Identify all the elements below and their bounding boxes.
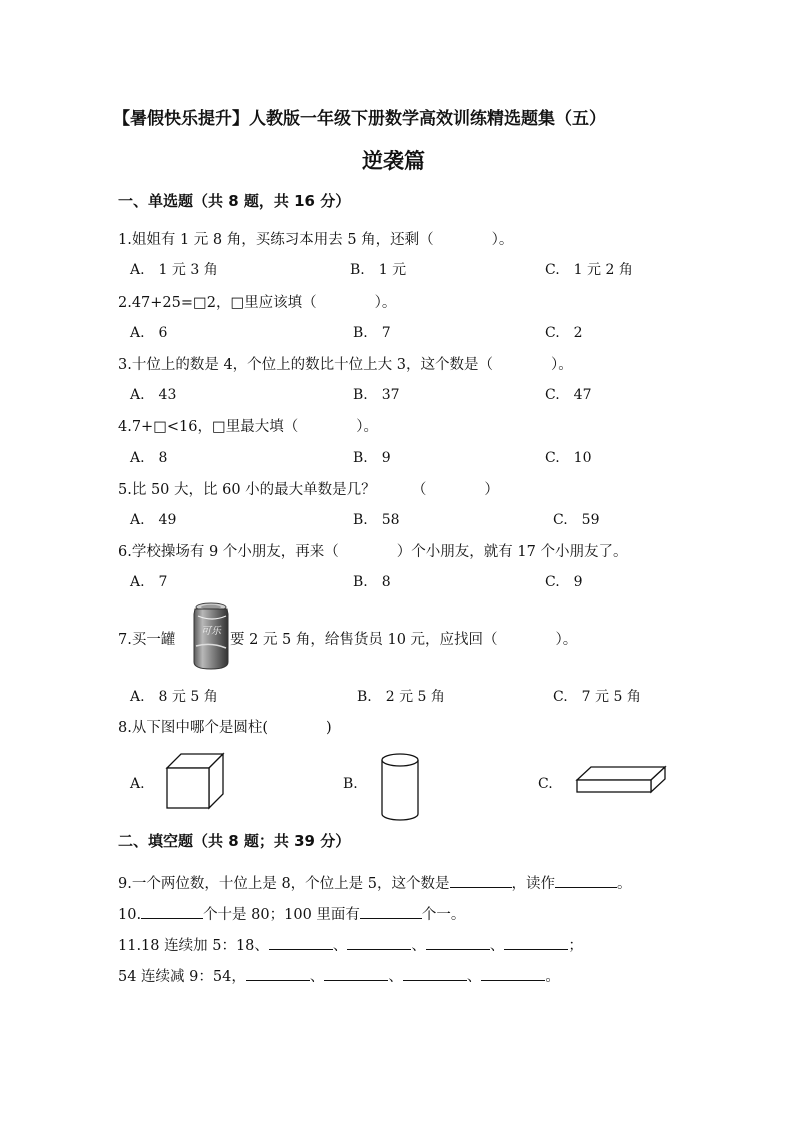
question-5-option-b: B. 58 [353,512,400,528]
question-4-option-c: C. 10 [545,450,592,466]
question-3-option-c: C. 47 [545,387,592,403]
document-title: 【暑假快乐提升】人教版一年级下册数学高效训练精选题集（五） [113,109,606,129]
question-11-line-1 [118,934,583,955]
answer-blank[interactable] [246,966,310,981]
answer-blank[interactable] [450,873,512,888]
question-1-option-b: B. 1 元 [350,262,407,278]
question-9 [118,872,632,893]
line-end: 。 [545,969,560,985]
question-10-text-3: 个一。 [421,907,466,923]
cuboid-icon [575,765,667,795]
document-subtitle: 逆袭篇 [362,149,425,173]
question-9-text-1: 9.一个两位数，十位上是 8，个位上是 5，这个数是 [118,876,450,892]
answer-blank[interactable] [269,935,333,950]
cola-can-icon [190,602,232,672]
question-3-option-b: B. 37 [353,387,400,403]
question-4-option-b: B. 9 [353,450,391,466]
answer-blank[interactable] [403,966,467,981]
question-2-option-b: B. 7 [353,325,391,341]
question-6-option-a: A. 7 [130,574,168,590]
answer-blank[interactable] [555,873,617,888]
question-7-option-c: C. 7 元 5 角 [553,689,641,705]
question-6: 6.学校操场有 9 个小朋友，再来（ ）个小朋友，就有 17 个小朋友了。 [118,544,628,560]
question-11-text-2: 54 连续减 9：54， [118,969,246,985]
separator: 、 [466,969,482,985]
section-heading-single-choice: 一、单选题（共 8 题，共 16 分） [118,192,351,210]
separator: 、 [332,938,348,954]
question-8-option-c: C. [538,776,553,792]
question-1-option-a: A. 1 元 3 角 [130,262,218,278]
question-7-option-b: B. 2 元 5 角 [357,689,445,705]
question-10-text-1: 10. [118,907,142,923]
question-9-text-2: ，读作 [511,876,556,892]
answer-blank[interactable] [481,966,545,981]
question-7-prefix: 7.买一罐 [118,632,176,648]
answer-blank[interactable] [347,935,411,950]
section-heading-fill-in: 二、填空题（共 8 题；共 39 分） [118,832,351,850]
question-1: 1.姐姐有 1 元 8 角，买练习本用去 5 角，还剩（ ）。 [118,232,514,248]
separator: 、 [411,938,426,954]
question-2-option-a: A. 6 [130,325,168,341]
answer-blank[interactable] [426,935,490,950]
question-5-option-a: A. 49 [130,512,177,528]
question-2-option-c: C. 2 [545,325,583,341]
cube-icon [165,752,225,812]
answer-blank[interactable] [324,966,388,981]
question-8-option-a: A. [130,776,145,792]
question-8: 8.从下图中哪个是圆柱( ) [118,720,332,736]
question-10-text-2: 个十是 80；100 里面有 [203,907,360,923]
question-3: 3.十位上的数是 4，个位上的数比十位上大 3，这个数是（ ）。 [118,357,573,373]
question-4: 4.7+□<16，□里最大填（ ）。 [118,419,378,435]
question-8-option-b: B. [343,776,358,792]
cylinder-icon [380,752,420,822]
question-6-option-c: C. 9 [545,574,583,590]
question-6-option-b: B. 8 [353,574,391,590]
question-3-option-a: A. 43 [130,387,177,403]
line-end: ； [568,938,583,954]
question-1-option-c: C. 1 元 2 角 [545,262,633,278]
answer-blank[interactable] [141,904,203,919]
question-11-line-2 [118,965,560,986]
question-2: 2.47+25=□2，□里应该填（ ）。 [118,295,397,311]
answer-blank[interactable] [360,904,422,919]
can-label: 可乐 [201,626,221,637]
question-7-option-a: A. 8 元 5 角 [130,689,218,705]
separator: 、 [309,969,325,985]
question-11-text-1: 11.18 连续加 5：18、 [118,938,269,954]
separator: 、 [388,969,403,985]
question-7-text: 要 2 元 5 角，给售货员 10 元，应找回（ ）。 [230,632,578,648]
question-5-option-c: C. 59 [553,512,600,528]
separator: 、 [489,938,505,954]
question-10 [118,903,465,924]
question-5: 5.比 50 大，比 60 小的最大单数是几？ （ ） [118,482,499,498]
question-4-option-a: A. 8 [130,450,168,466]
answer-blank[interactable] [504,935,568,950]
question-9-text-3: 。 [617,876,632,892]
